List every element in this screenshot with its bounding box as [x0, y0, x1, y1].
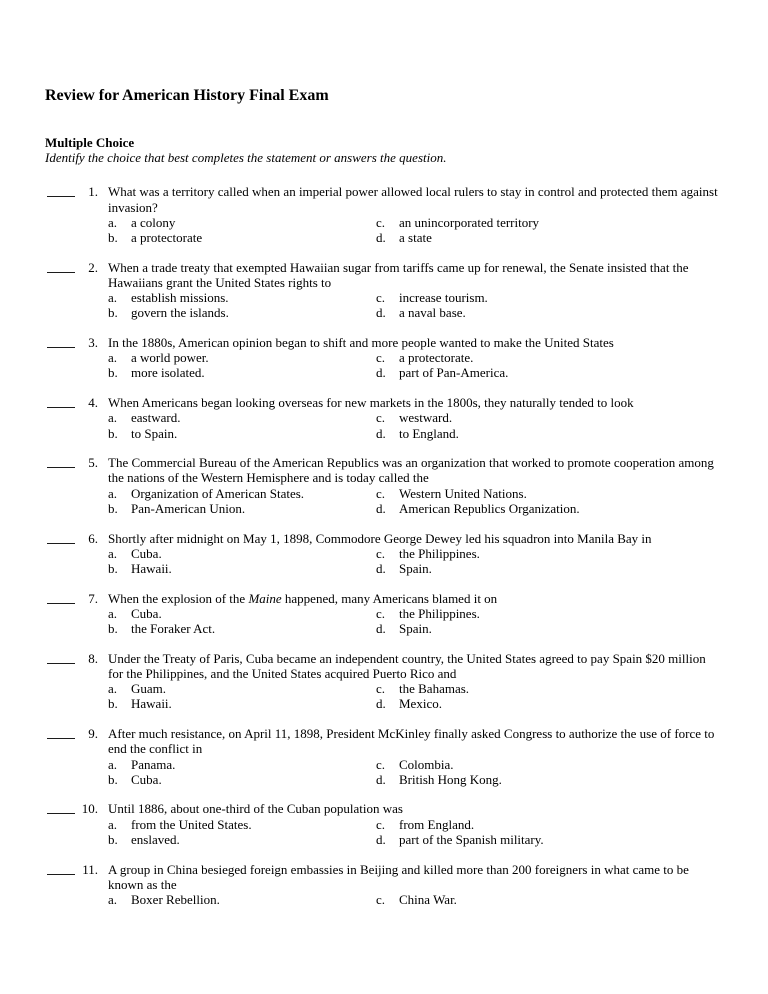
option-text: Spain. — [399, 560, 432, 576]
option-d — [376, 426, 723, 441]
option-b — [108, 621, 376, 636]
option-text: part of Pan-America. — [399, 365, 509, 381]
option-text: part of the Spanish military. — [399, 831, 544, 847]
option-c — [376, 350, 723, 365]
option-text: increase tourism. — [399, 290, 488, 306]
option-c — [376, 757, 723, 772]
option-letter: a. — [108, 891, 118, 907]
option-letter: b. — [108, 621, 118, 637]
question-item — [45, 184, 723, 245]
option-d — [376, 696, 723, 711]
stem-text: Under the Treaty of Paris, Cuba became an independent country, the United States agreed to pay Spain $20 million for the Philippines, and the United States acquired Puerto Rico and — [108, 650, 706, 681]
stem-text: The Commercial Bureau of the American Republics was an organization that worked to promote cooperation among the nations of the Western Hemisphere and is today called the — [108, 455, 714, 486]
option-text: more isolated. — [131, 365, 205, 381]
question-body — [108, 862, 723, 908]
option-text: from the United States. — [131, 816, 252, 832]
option-letter: b. — [108, 365, 118, 381]
question-item — [45, 862, 723, 908]
question-item — [45, 260, 723, 321]
question-list — [45, 184, 723, 907]
option-letter: b. — [108, 831, 118, 847]
question-item — [45, 651, 723, 712]
option-text: Mexico. — [399, 696, 442, 712]
option-a — [108, 606, 376, 621]
option-text: Guam. — [131, 681, 167, 697]
question-body — [108, 651, 723, 712]
question-number: 8. — [88, 650, 98, 666]
question-item — [45, 531, 723, 577]
question-stem — [108, 531, 723, 546]
option-letter: b. — [108, 305, 118, 321]
option-text: a protectorate. — [399, 350, 474, 366]
option-letter: d. — [376, 425, 386, 441]
option-b — [108, 832, 376, 847]
stem-italic-text: Maine — [248, 590, 282, 606]
options-grid — [108, 757, 723, 787]
question-stem — [108, 335, 723, 350]
option-letter: c. — [376, 214, 386, 230]
answer-blank — [47, 395, 75, 408]
option-text: to Spain. — [131, 425, 178, 441]
answer-blank — [47, 531, 75, 544]
option-c — [376, 606, 723, 621]
question-number: 4. — [88, 395, 98, 411]
option-b — [108, 426, 376, 441]
stem-text: When Americans began looking overseas for new markets in the 1800s, they naturally tended to look — [108, 395, 634, 411]
options-grid — [108, 892, 723, 907]
option-b — [108, 772, 376, 787]
option-d — [376, 561, 723, 576]
question-body — [108, 726, 723, 787]
option-text: Cuba. — [131, 605, 162, 621]
option-c — [376, 817, 723, 832]
option-letter: d. — [376, 621, 386, 637]
answer-blank — [47, 591, 75, 604]
stem-text: What was a territory called when an imperial power allowed local rulers to stay in control and protected them against invasion? — [108, 184, 718, 215]
option-text: Organization of American States. — [131, 485, 305, 501]
option-a — [108, 410, 376, 425]
option-text: Cuba. — [131, 771, 162, 787]
question-item — [45, 455, 723, 516]
options-grid — [108, 215, 723, 245]
option-letter: a. — [108, 816, 118, 832]
option-letter: d. — [376, 305, 386, 321]
options-grid — [108, 486, 723, 516]
option-letter: a. — [108, 545, 118, 561]
option-letter: b. — [108, 230, 118, 246]
option-d — [376, 230, 723, 245]
option-letter: a. — [108, 350, 118, 366]
option-letter: a. — [108, 410, 118, 426]
question-item — [45, 801, 723, 847]
option-b — [108, 365, 376, 380]
question-number: 2. — [88, 259, 98, 275]
option-letter: a. — [108, 290, 118, 306]
option-d — [376, 305, 723, 320]
option-text: China War. — [399, 891, 457, 907]
question-item — [45, 335, 723, 381]
option-letter: c. — [376, 290, 386, 306]
question-stem — [108, 455, 723, 485]
option-a — [108, 892, 376, 907]
answer-blank — [47, 335, 75, 348]
answer-blank — [47, 862, 75, 875]
option-text: the Bahamas. — [399, 681, 470, 697]
option-text: the Philippines. — [399, 605, 480, 621]
question-body — [108, 260, 723, 321]
question-item — [45, 395, 723, 441]
options-grid — [108, 410, 723, 440]
question-number: 11. — [82, 861, 98, 877]
option-c — [376, 546, 723, 561]
answer-blank — [47, 651, 75, 664]
question-stem — [108, 651, 723, 681]
stem-text: When a trade treaty that exempted Hawaiian sugar from tariffs came up for renewal, the Senate insisted that the Hawaiians grant the United States rights to — [108, 259, 689, 290]
answer-blank — [47, 801, 75, 814]
option-letter: a. — [108, 485, 118, 501]
option-text: a colony — [131, 214, 176, 230]
option-d — [376, 501, 723, 516]
question-stem — [108, 184, 723, 214]
question-stem — [108, 801, 723, 816]
options-grid — [108, 290, 723, 320]
question-stem — [108, 260, 723, 290]
option-letter: d. — [376, 696, 386, 712]
option-text: Boxer Rebellion. — [131, 891, 220, 907]
section-heading: Multiple Choice — [45, 135, 135, 150]
option-text: Pan-American Union. — [131, 500, 246, 516]
option-text: the Philippines. — [399, 545, 480, 561]
option-text: British Hong Kong. — [399, 771, 502, 787]
option-letter: c. — [376, 816, 386, 832]
options-grid — [108, 606, 723, 636]
options-grid — [108, 817, 723, 847]
option-letter: c. — [376, 350, 386, 366]
question-stem — [108, 591, 723, 606]
question-item — [45, 726, 723, 787]
question-number: 9. — [88, 726, 98, 742]
question-body — [108, 531, 723, 577]
option-text: a world power. — [131, 350, 209, 366]
option-text: an unincorporated territory — [399, 214, 540, 230]
question-body — [108, 591, 723, 637]
question-body — [108, 184, 723, 245]
option-letter: b. — [108, 500, 118, 516]
option-a — [108, 817, 376, 832]
answer-blank — [47, 726, 75, 739]
option-letter: a. — [108, 605, 118, 621]
option-c — [376, 410, 723, 425]
option-d — [376, 772, 723, 787]
option-text: Panama. — [131, 756, 176, 772]
option-d — [376, 365, 723, 380]
option-letter: c. — [376, 681, 386, 697]
option-a — [108, 290, 376, 305]
option-text: Hawaii. — [131, 560, 172, 576]
option-letter: c. — [376, 485, 386, 501]
option-letter: c. — [376, 891, 386, 907]
option-text: Colombia. — [399, 756, 454, 772]
option-text: to England. — [399, 425, 459, 441]
option-b — [108, 230, 376, 245]
option-d — [376, 621, 723, 636]
question-number: 5. — [88, 455, 98, 471]
option-c — [376, 290, 723, 305]
option-letter: c. — [376, 410, 386, 426]
option-letter: c. — [376, 545, 386, 561]
document-title: Review for American History Final Exam — [45, 87, 329, 104]
question-number: 1. — [88, 184, 98, 200]
option-b — [108, 561, 376, 576]
option-text: Cuba. — [131, 545, 162, 561]
option-letter: b. — [108, 771, 118, 787]
option-a — [108, 681, 376, 696]
option-text: a protectorate — [131, 230, 203, 246]
option-text: a naval base. — [399, 305, 466, 321]
option-letter: d. — [376, 500, 386, 516]
section-instruction: Identify the choice that best completes the statement or answers the question. — [45, 150, 447, 166]
stem-text: happened, many Americans blamed it on — [281, 590, 498, 606]
option-a — [108, 350, 376, 365]
option-text: the Foraker Act. — [131, 621, 216, 637]
stem-text: Until 1886, about one-third of the Cuban population was — [108, 801, 403, 817]
answer-blank — [47, 184, 75, 197]
option-a — [108, 546, 376, 561]
question-number: 6. — [88, 530, 98, 546]
option-letter: d. — [376, 365, 386, 381]
question-number: 3. — [88, 335, 98, 351]
option-c — [376, 892, 723, 907]
question-stem — [108, 862, 723, 892]
option-text: Hawaii. — [131, 696, 172, 712]
option-a — [108, 757, 376, 772]
question-stem — [108, 395, 723, 410]
option-letter: c. — [376, 605, 386, 621]
option-c — [376, 486, 723, 501]
option-letter: c. — [376, 756, 386, 772]
question-stem — [108, 726, 723, 756]
question-number: 10. — [81, 801, 98, 817]
option-text: American Republics Organization. — [399, 500, 580, 516]
stem-text: When the explosion of the — [108, 590, 249, 606]
option-letter: d. — [376, 230, 386, 246]
stem-text: After much resistance, on April 11, 1898, President McKinley finally asked Congress to authorize the use of force to end the conflict in — [108, 726, 715, 757]
question-number: 7. — [88, 590, 98, 606]
stem-text: A group in China besieged foreign embassies in Beijing and killed more than 200 foreigners in what came to be known as the — [108, 861, 689, 892]
options-grid — [108, 350, 723, 380]
option-c — [376, 681, 723, 696]
option-text: establish missions. — [131, 290, 229, 306]
option-text: Western United Nations. — [399, 485, 527, 501]
option-a — [108, 486, 376, 501]
option-letter: a. — [108, 756, 118, 772]
question-body — [108, 455, 723, 516]
option-d — [376, 832, 723, 847]
option-b — [108, 305, 376, 320]
option-a — [108, 215, 376, 230]
option-text: eastward. — [131, 410, 181, 426]
question-body — [108, 801, 723, 847]
question-item — [45, 591, 723, 637]
option-b — [108, 696, 376, 711]
option-letter: d. — [376, 771, 386, 787]
option-text: Spain. — [399, 621, 432, 637]
question-body — [108, 335, 723, 381]
option-text: enslaved. — [131, 831, 180, 847]
options-grid — [108, 546, 723, 576]
option-b — [108, 501, 376, 516]
option-letter: d. — [376, 831, 386, 847]
option-text: westward. — [399, 410, 453, 426]
option-text: govern the islands. — [131, 305, 229, 321]
option-c — [376, 215, 723, 230]
option-letter: b. — [108, 560, 118, 576]
answer-blank — [47, 455, 75, 468]
stem-text: Shortly after midnight on May 1, 1898, Commodore George Dewey led his squadron into Manila Bay in — [108, 530, 652, 546]
answer-blank — [47, 260, 75, 273]
option-text: from England. — [399, 816, 475, 832]
option-letter: d. — [376, 560, 386, 576]
option-letter: b. — [108, 425, 118, 441]
option-letter: a. — [108, 214, 118, 230]
option-letter: b. — [108, 696, 118, 712]
option-letter: a. — [108, 681, 118, 697]
option-text: a state — [399, 230, 432, 246]
question-body — [108, 395, 723, 441]
options-grid — [108, 681, 723, 711]
stem-text: In the 1880s, American opinion began to shift and more people wanted to make the United States — [108, 335, 614, 351]
